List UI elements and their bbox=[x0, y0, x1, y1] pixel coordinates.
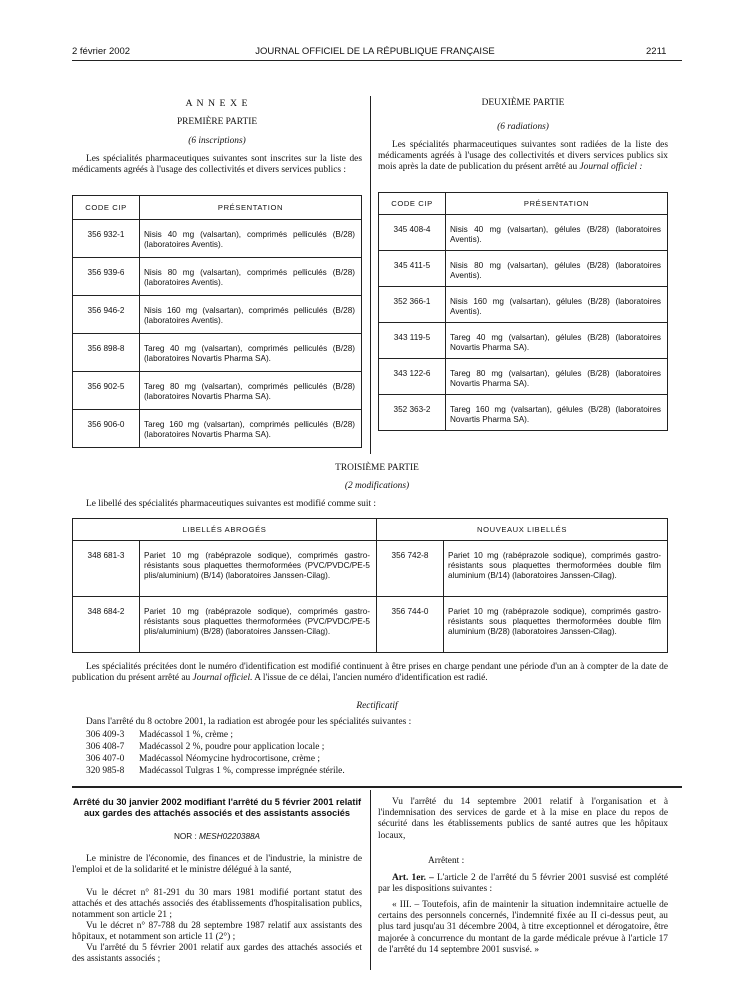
part3-outro-journal: Journal officiel. bbox=[192, 673, 253, 684]
new-label: Pariet 10 mg (rabéprazole sodique), comprimés gastro-résistants sous plaquettes thermoformées double film aluminium (B/14) (laboratoires Janssen-Cilag). bbox=[444, 541, 668, 597]
cip-code: 356 902-5 bbox=[73, 372, 140, 410]
part1-col-presentation: PRÉSENTATION bbox=[140, 196, 362, 220]
presentation-text: Nisis 160 mg (valsartan), comprimés pelliculés (B/28) (laboratoires Aventis). bbox=[140, 296, 362, 334]
part3-col-new: NOUVEAUX LIBELLÉS bbox=[377, 519, 668, 541]
header-date: 2 février 2002 bbox=[72, 46, 131, 57]
old-cip-code: 348 681-3 bbox=[73, 541, 140, 597]
table-row bbox=[73, 220, 362, 258]
item-code: 320 985-8 bbox=[86, 766, 125, 776]
list-item bbox=[86, 742, 324, 754]
part2-col-presentation: PRÉSENTATION bbox=[446, 193, 668, 215]
part3-title: TROISIÈME PARTIE bbox=[335, 463, 419, 473]
header-journal-title: JOURNAL OFFICIEL DE LA RÉPUBLIQUE FRANÇAISE bbox=[255, 46, 495, 57]
part3-subtitle: (2 modifications) bbox=[344, 481, 410, 491]
item-label: Madécassol 1 %, crème ; bbox=[139, 730, 233, 740]
cip-code: 356 939-6 bbox=[73, 258, 140, 296]
part3-col-old: LIBELLÉS ABROGÉS bbox=[73, 519, 377, 541]
item-code: 306 407-0 bbox=[86, 754, 125, 764]
item-label: Madécassol 2 %, poudre pour application locale ; bbox=[139, 742, 325, 752]
part3-outro-text: Les spécialités précitées dont le numéro d'identification est modifié continuent à être prises en charge pendant une période d'un an à compter de la date de publication du présent arrêté au bbox=[72, 662, 668, 684]
table-row bbox=[379, 395, 668, 431]
list-item bbox=[86, 766, 345, 778]
table-row bbox=[379, 287, 668, 323]
cip-code: 345 411-5 bbox=[379, 251, 446, 287]
nor-line bbox=[72, 832, 362, 841]
article-1 bbox=[378, 873, 668, 895]
part1-intro: Les spécialités pharmaceutiques suivantes sont inscrites sur la liste des médicaments agréés à l'usage des collectivités et divers services publics : bbox=[72, 154, 362, 176]
cip-code: 356 898-8 bbox=[73, 334, 140, 372]
column-divider bbox=[370, 96, 371, 454]
presentation-text: Nisis 160 mg (valsartan), gélules (B/28) (laboratoires Aventis). bbox=[446, 287, 668, 323]
header-rule bbox=[72, 60, 682, 61]
presentation-text: Tareg 160 mg (valsartan), comprimés pelliculés (B/28) (laboratoires Novartis Pharma SA). bbox=[140, 410, 362, 448]
part2-table bbox=[378, 192, 668, 431]
table-row bbox=[73, 410, 362, 448]
cip-code: 356 932-1 bbox=[73, 220, 140, 258]
presentation-text: Nisis 80 mg (valsartan), comprimés pelliculés (B/28) (laboratoires Aventis). bbox=[140, 258, 362, 296]
part2-col-code: CODE CIP bbox=[379, 193, 446, 215]
table-row bbox=[379, 323, 668, 359]
article-1-quote: « III. – Toutefois, afin de maintenir la situation indemnitaire actuelle de certains des personnels concernés, l'indemnité fixée au II ci-dessus peut, au plus tard jusqu'au 31 décembre 2004, à titre exceptionnel et dérogatoire, être majorée à concurrence du montant de la garde médicale prévue à l'article 17 de l'arrêté du 14 septembre 2001 susvisé. » bbox=[378, 900, 668, 955]
cip-code: 352 363-2 bbox=[379, 395, 446, 431]
item-label: Madécassol Tulgras 1 %, compresse imprégnée stérile. bbox=[139, 766, 345, 776]
table-row bbox=[73, 258, 362, 296]
part3-table bbox=[72, 518, 668, 653]
table-row bbox=[73, 597, 668, 653]
list-item bbox=[86, 754, 320, 766]
presentation-text: Nisis 80 mg (valsartan), gélules (B/28) (laboratoires Aventis). bbox=[446, 251, 668, 287]
part3-outro-text-end: A l'issue de ce délai, l'ancien numéro d'identification est radié. bbox=[252, 673, 488, 684]
article-1-label: Art. 1er. – bbox=[392, 873, 434, 883]
presentation-text: Tareg 80 mg (valsartan), gélules (B/28) (laboratoires Novartis Pharma SA). bbox=[446, 359, 668, 395]
arrete-paragraph: Vu le décret n° 81-291 du 30 mars 1981 modifié portant statut des attachés et des attachés associés des établissements d'hospitalisation publics, notamment son article 21 ; bbox=[72, 888, 362, 921]
arretent-label: Arrêtent : bbox=[428, 856, 465, 866]
presentation-text: Tareg 160 mg (valsartan), gélules (B/28) (laboratoires Novartis Pharma SA). bbox=[446, 395, 668, 431]
table-row bbox=[379, 359, 668, 395]
article-1-text: L'article 2 de l'arrêté du 5 février 2001 susvisé est complété par les dispositions suivantes : bbox=[378, 873, 669, 895]
cip-code: 356 946-2 bbox=[73, 296, 140, 334]
old-label: Pariet 10 mg (rabéprazole sodique), comprimés gastro-résistants sous plaquettes thermoformées (PVC/PVDC/PE-5 plis/aluminium) (B/28) (laboratoires Janssen-Cilag). bbox=[140, 597, 377, 653]
item-code: 306 409-3 bbox=[86, 730, 125, 740]
part1-col-code: CODE CIP bbox=[73, 196, 140, 220]
part2-subtitle: (6 radiations) bbox=[497, 122, 549, 132]
arrete-paragraph: Vu le décret n° 87-788 du 28 septembre 1987 relatif aux assistants des hôpitaux, et notamment son article 11 (2°) ; bbox=[72, 921, 362, 943]
rectificatif-title: Rectificatif bbox=[356, 701, 398, 711]
arrete-title: Arrêté du 30 janvier 2002 modifiant l'arrêté du 5 février 2001 relatif aux gardes des attachés associés et des assistants associés bbox=[72, 797, 362, 818]
presentation-text: Tareg 40 mg (valsartan), comprimés pelliculés (B/28) (laboratoires Novartis Pharma SA). bbox=[140, 334, 362, 372]
table-row bbox=[379, 215, 668, 251]
new-cip-code: 356 744-0 bbox=[377, 597, 444, 653]
old-label: Pariet 10 mg (rabéprazole sodique), comprimés gastro-résistants sous plaquettes thermoformées (PVC/PVDC/PE-5 plis/aluminium) (B/14) (laboratoires Janssen-Cilag). bbox=[140, 541, 377, 597]
new-label: Pariet 10 mg (rabéprazole sodique), comprimés gastro-résistants sous plaquettes thermoformées double film aluminium (B/28) (laboratoires Janssen-Cilag). bbox=[444, 597, 668, 653]
part1-title: PREMIÈRE PARTIE bbox=[176, 117, 258, 127]
arrete-visa: Vu l'arrêté du 14 septembre 2001 relatif à l'organisation et à l'indemnisation des services de garde et à la mise en place du repos de sécurité dans les établissements publics de santé autres que les hôpitaux locaux, bbox=[378, 797, 668, 841]
nor-label: NOR : bbox=[173, 832, 200, 841]
item-code: 306 408-7 bbox=[86, 742, 125, 752]
arrete-paragraph: Vu l'arrêté du 5 février 2001 relatif aux gardes des attachés associés et des assistants associés ; bbox=[72, 943, 362, 965]
table-row bbox=[379, 251, 668, 287]
table-row bbox=[73, 372, 362, 410]
part1-subtitle: (6 inscriptions) bbox=[188, 136, 246, 146]
item-label: Madécassol Néomycine hydrocortisone, crème ; bbox=[139, 754, 320, 764]
presentation-text: Tareg 80 mg (valsartan), comprimés pelliculés (B/28) (laboratoires Novartis Pharma SA). bbox=[140, 372, 362, 410]
cip-code: 343 119-5 bbox=[379, 323, 446, 359]
new-cip-code: 356 742-8 bbox=[377, 541, 444, 597]
part2-title: DEUXIÈME PARTIE bbox=[481, 98, 565, 108]
presentation-text: Nisis 40 mg (valsartan), gélules (B/28) (laboratoires Aventis). bbox=[446, 215, 668, 251]
part3-outro bbox=[72, 662, 668, 684]
part1-table bbox=[72, 195, 362, 448]
arrete-paragraph: Le ministre de l'économie, des finances et de l'industrie, la ministre de l'emploi et de la solidarité et le ministre délégué à la santé, bbox=[72, 854, 362, 876]
presentation-text: Tareg 40 mg (valsartan), gélules (B/28) (laboratoires Novartis Pharma SA). bbox=[446, 323, 668, 359]
rectificatif-intro: Dans l'arrêté du 8 octobre 2001, la radiation est abrogée pour les spécialités suivantes : bbox=[86, 717, 412, 727]
annexe-title: A N N E X E bbox=[185, 98, 249, 109]
list-item bbox=[86, 730, 233, 742]
part3-intro: Le libellé des spécialités pharmaceutiques suivantes est modifié comme suit : bbox=[86, 499, 377, 509]
part2-intro-journal: Journal officiel : bbox=[579, 162, 643, 173]
cip-code: 356 906-0 bbox=[73, 410, 140, 448]
presentation-text: Nisis 40 mg (valsartan), comprimés pelliculés (B/28) (laboratoires Aventis). bbox=[140, 220, 362, 258]
cip-code: 345 408-4 bbox=[379, 215, 446, 251]
part2-intro bbox=[378, 140, 668, 174]
table-row bbox=[73, 334, 362, 372]
old-cip-code: 348 684-2 bbox=[73, 597, 140, 653]
nor-code: MESH0220388A bbox=[199, 832, 261, 841]
cip-code: 352 366-1 bbox=[379, 287, 446, 323]
part2-intro-text: Les spécialités pharmaceutiques suivantes sont radiées de la liste des médicaments agréés à l'usage des collectivités et divers services publics six mois après la date de publication du présent arrêté au bbox=[378, 140, 668, 173]
header-page-number: 2211 bbox=[646, 46, 667, 57]
section-rule bbox=[72, 786, 682, 788]
table-row bbox=[73, 541, 668, 597]
table-row bbox=[73, 296, 362, 334]
column-divider bbox=[370, 790, 371, 970]
cip-code: 343 122-6 bbox=[379, 359, 446, 395]
